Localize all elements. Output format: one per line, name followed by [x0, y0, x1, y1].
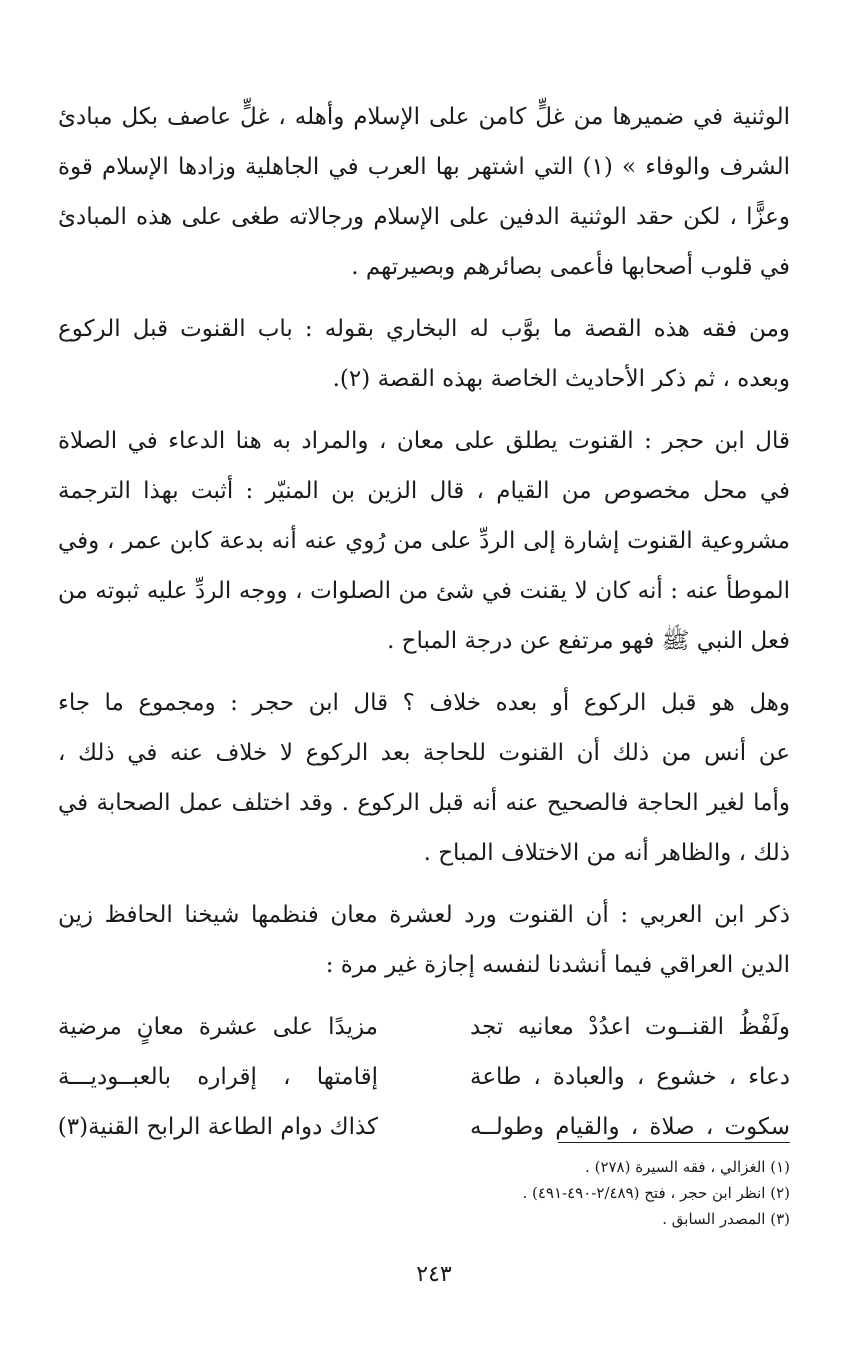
- footnote: (٢) انظر ابن حجر ، فتح (٢/٤٨٩-٤٩٠-٤٩١) .: [522, 1184, 790, 1202]
- text-line: وهل هو قبل الركوع أو بعده خلاف ؟ قال ابن حجر : ومجموع ما جاء: [58, 690, 790, 716]
- paragraph-5: [58, 890, 790, 990]
- footnotes: [270, 1154, 790, 1232]
- text-line: في قلوب أصحابها فأعمى بصائرهم وبصيرتهم .: [351, 254, 790, 280]
- text-line: الموطأ عنه : أنه كان لا يقنت في شئ من الصلوات ، ووجه الردِّ عليه ثبوته من: [58, 578, 790, 604]
- poem-verse: [58, 1002, 790, 1052]
- verse-first-hemistich: سكوت ، صلاة ، والقيام وطولــه: [470, 1114, 790, 1140]
- text-line: الوثنية في ضميرها من غلٍّ كامن على الإسلام وأهله ، غلٍّ عاصف بكل مبادئ: [58, 104, 790, 130]
- text-line: ذلك ، والظاهر أنه من الاختلاف المباح .: [423, 840, 790, 866]
- poem: [58, 1002, 790, 1152]
- text-line: الشرف والوفاء » (١) التي اشتهر بها العرب في الجاهلية وزادها الإسلام قوة: [58, 154, 790, 180]
- text-line: الدين العراقي فيما أنشدنا لنفسه إجازة غير مرة :: [325, 952, 790, 978]
- paragraph-4: [58, 678, 790, 878]
- text-line: وبعده ، ثم ذكر الأحاديث الخاصة بهذه القصة (٢).: [332, 366, 790, 392]
- text-line: وأما لغير الحاجة فالصحيح عنه أنه قبل الركوع . وقد اختلف عمل الصحابة في: [58, 790, 790, 816]
- verse-first-hemistich: ولَفْظُ القنــوت اعدُدْ معانيه تجد: [470, 1014, 790, 1040]
- text-line: ومن فقه هذه القصة ما بوَّب له البخاري بقوله : باب القنوت قبل الركوع: [58, 316, 790, 342]
- verse-second-hemistich: مزيدًا على عشرة معانٍ مرضية: [58, 1014, 378, 1040]
- poem-verse: [58, 1052, 790, 1102]
- page-number: ٢٤٣: [416, 1262, 452, 1287]
- text-line: فعل النبي ﷺ فهو مرتفع عن درجة المباح .: [387, 628, 790, 654]
- text-line: قال ابن حجر : القنوت يطلق على معان ، والمراد به هنا الدعاء في الصلاة: [58, 428, 790, 454]
- footnote: (١) الغزالي ، فقه السيرة (٢٧٨) .: [585, 1158, 790, 1176]
- text-line: مشروعية القنوت إشارة إلى الردِّ على من رُوي عنه أنه بدعة كابن عمر ، وفي: [58, 528, 790, 554]
- verse-second-hemistich: كذاك دوام الطاعة الرابح القنية(٣): [57, 1114, 378, 1140]
- text-line: في محل مخصوص من القيام ، قال الزين بن المنيّر : أثبت بهذا الترجمة: [58, 478, 790, 504]
- poem-verse: [58, 1102, 790, 1152]
- paragraph-2: [58, 304, 790, 404]
- footnote-divider: [558, 1142, 790, 1143]
- page-body: [58, 92, 790, 1152]
- verse-second-hemistich: إقامتها ، إقراره بالعبــوديـــة: [58, 1064, 378, 1090]
- footnote: (٣) المصدر السابق .: [662, 1210, 790, 1228]
- paragraph-1: [58, 92, 790, 292]
- text-line: ذكر ابن العربي : أن القنوت ورد لعشرة معان فنظمها شيخنا الحافظ زين: [58, 902, 790, 928]
- text-line: وعزًّا ، لكن حقد الوثنية الدفين على الإسلام ورجالاته طغى على هذه المبادئ: [58, 204, 790, 230]
- paragraph-3: [58, 416, 790, 666]
- text-line: عن أنس من ذلك أن القنوت للحاجة بعد الركوع لا خلاف عنه في ذلك ،: [58, 740, 790, 766]
- verse-first-hemistich: دعاء ، خشوع ، والعبادة ، طاعة: [470, 1064, 790, 1090]
